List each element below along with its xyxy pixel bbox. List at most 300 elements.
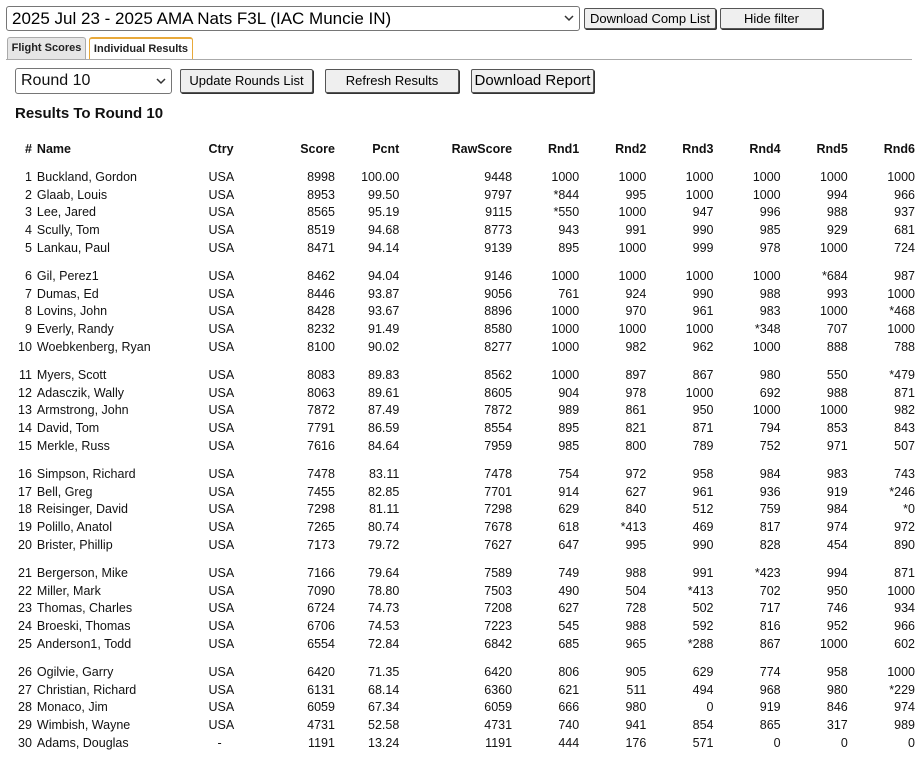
cell-round-3: 990 bbox=[692, 223, 714, 238]
cell-round-1: 1000 bbox=[551, 340, 580, 355]
cell-score: 6420 bbox=[307, 664, 335, 679]
cell-percent: 90.02 bbox=[368, 340, 400, 355]
cell-country: USA bbox=[208, 601, 235, 616]
cell-name: Anderson1, Todd bbox=[36, 637, 132, 652]
cell-name: Everly, Randy bbox=[36, 322, 114, 337]
cell-rank: 15 bbox=[18, 439, 32, 454]
cell-name: Wimbish, Wayne bbox=[36, 718, 131, 733]
cell-round-2: 988 bbox=[625, 565, 647, 580]
cell-percent: 81.11 bbox=[368, 502, 400, 517]
table-row bbox=[15, 501, 915, 519]
cell-percent: 94.68 bbox=[368, 223, 400, 238]
cell-round-5: 994 bbox=[826, 187, 848, 202]
cell-raw-score: 7627 bbox=[484, 538, 513, 553]
cell-percent: 89.83 bbox=[368, 367, 400, 382]
refresh-results-button[interactable]: Refresh Results bbox=[325, 69, 459, 93]
cell-name: Lovins, John bbox=[36, 304, 108, 319]
top-bar bbox=[6, 6, 911, 32]
column-header-round-2: Rnd2 bbox=[615, 142, 647, 156]
cell-percent: 94.14 bbox=[368, 241, 400, 256]
column-header-round-3: Rnd3 bbox=[682, 142, 714, 156]
cell-round-2: 941 bbox=[625, 718, 647, 733]
cell-country: USA bbox=[208, 700, 235, 715]
cell-rank: 24 bbox=[18, 619, 32, 634]
cell-round-5: 0 bbox=[840, 736, 848, 750]
hide-filter-button[interactable]: Hide filter bbox=[720, 8, 823, 29]
cell-percent: 91.49 bbox=[368, 322, 400, 337]
table-row bbox=[15, 734, 915, 752]
cell-score: 6554 bbox=[307, 637, 335, 652]
table-row bbox=[15, 285, 915, 303]
cell-raw-score: 8562 bbox=[484, 367, 513, 382]
cell-round-3: 512 bbox=[692, 502, 714, 517]
table-row bbox=[15, 564, 915, 582]
cell-score: 8462 bbox=[307, 268, 335, 283]
cell-name: Ogilvie, Garry bbox=[36, 664, 114, 679]
cell-round-3: 871 bbox=[692, 421, 714, 436]
cell-score: 7872 bbox=[307, 403, 335, 418]
cell-round-6: 602 bbox=[894, 637, 915, 652]
cell-round-4: 816 bbox=[759, 619, 781, 634]
cell-rank: 16 bbox=[18, 466, 32, 481]
update-rounds-list-button[interactable]: Update Rounds List bbox=[180, 69, 313, 93]
cell-round-4: 1000 bbox=[752, 169, 781, 184]
chevron-down-icon bbox=[155, 75, 167, 87]
cell-round-1: 943 bbox=[558, 223, 580, 238]
cell-score: 6059 bbox=[307, 700, 335, 715]
cell-round-4: 1000 bbox=[752, 268, 781, 283]
results-body bbox=[15, 162, 915, 752]
cell-rank: 7 bbox=[24, 286, 32, 301]
cell-score: 8100 bbox=[307, 340, 335, 355]
cell-round-2: 995 bbox=[625, 538, 647, 553]
cell-round-6: 982 bbox=[894, 403, 915, 418]
cell-round-2: 980 bbox=[625, 700, 647, 715]
cell-name: Simpson, Richard bbox=[36, 466, 136, 481]
cell-round-3: 1000 bbox=[685, 169, 714, 184]
table-row bbox=[15, 384, 915, 402]
cell-round-3: 990 bbox=[692, 286, 714, 301]
cell-raw-score: 6842 bbox=[484, 637, 513, 652]
cell-round-6: 934 bbox=[894, 601, 915, 616]
cell-score: 8428 bbox=[307, 304, 335, 319]
cell-round-4: 988 bbox=[759, 286, 781, 301]
cell-round-6: 974 bbox=[894, 700, 915, 715]
cell-name: Monaco, Jim bbox=[36, 700, 108, 715]
spacer-row bbox=[15, 554, 915, 564]
cell-round-4: 702 bbox=[759, 583, 781, 598]
cell-country: USA bbox=[208, 520, 235, 535]
cell-score: 8232 bbox=[307, 322, 335, 337]
cell-round-4: *423 bbox=[754, 565, 781, 580]
cell-round-4: 1000 bbox=[752, 187, 781, 202]
cell-round-4: 980 bbox=[759, 367, 781, 382]
cell-round-6: 989 bbox=[894, 718, 915, 733]
cell-country: USA bbox=[208, 664, 235, 679]
table-header-row bbox=[15, 136, 915, 162]
cell-round-6: *468 bbox=[889, 304, 915, 319]
cell-score: 7090 bbox=[307, 583, 335, 598]
cell-round-3: 961 bbox=[692, 484, 714, 499]
cell-round-1: 545 bbox=[558, 619, 580, 634]
cell-percent: 82.85 bbox=[368, 484, 400, 499]
cell-round-6: 871 bbox=[894, 385, 915, 400]
table-row bbox=[15, 303, 915, 321]
cell-round-4: 996 bbox=[759, 205, 781, 220]
column-header-raw-score: RawScore bbox=[451, 142, 513, 156]
column-header-round-6: Rnd6 bbox=[883, 142, 915, 156]
cell-percent: 80.74 bbox=[368, 520, 400, 535]
cell-percent: 72.84 bbox=[368, 637, 400, 652]
cell-round-5: 317 bbox=[826, 718, 848, 733]
cell-country: USA bbox=[208, 286, 235, 301]
cell-round-4: 759 bbox=[759, 502, 781, 517]
cell-percent: 87.49 bbox=[368, 403, 400, 418]
cell-name: Brister, Phillip bbox=[36, 538, 113, 553]
cell-country: USA bbox=[208, 340, 235, 355]
cell-country: USA bbox=[208, 619, 235, 634]
cell-name: Scully, Tom bbox=[36, 223, 100, 238]
cell-round-5: 1000 bbox=[819, 241, 848, 256]
cell-round-5: 974 bbox=[826, 520, 848, 535]
column-header-round-5: Rnd5 bbox=[816, 142, 848, 156]
cell-percent: 71.35 bbox=[368, 664, 400, 679]
cell-round-2: 970 bbox=[625, 304, 647, 319]
cell-round-5: *684 bbox=[822, 268, 848, 283]
cell-round-6: 0 bbox=[908, 736, 915, 750]
spacer-row bbox=[15, 356, 915, 366]
cell-round-5: 746 bbox=[826, 601, 848, 616]
cell-country: USA bbox=[208, 367, 235, 382]
cell-rank: 8 bbox=[24, 304, 32, 319]
cell-rank: 5 bbox=[24, 241, 32, 256]
cell-round-3: 469 bbox=[692, 520, 714, 535]
cell-round-4: 936 bbox=[759, 484, 781, 499]
cell-score: 8446 bbox=[307, 286, 335, 301]
cell-percent: 79.72 bbox=[368, 538, 400, 553]
chevron-down-icon bbox=[563, 12, 575, 24]
cell-score: 6131 bbox=[307, 682, 335, 697]
cell-country: USA bbox=[208, 421, 235, 436]
cell-rank: 14 bbox=[18, 421, 32, 436]
cell-round-3: 854 bbox=[692, 718, 714, 733]
cell-round-4: 752 bbox=[759, 439, 781, 454]
column-header-rank: # bbox=[24, 142, 32, 156]
cell-score: 7478 bbox=[307, 466, 335, 481]
cell-rank: 22 bbox=[18, 583, 32, 598]
tab-individual-results[interactable]: Individual Results bbox=[89, 37, 193, 59]
cell-raw-score: 8896 bbox=[484, 304, 513, 319]
cell-round-5: 454 bbox=[826, 538, 848, 553]
cell-round-1: 740 bbox=[558, 718, 580, 733]
cell-round-5: 1000 bbox=[819, 304, 848, 319]
cell-rank: 29 bbox=[18, 718, 32, 733]
column-header-name: Name bbox=[36, 142, 71, 156]
cell-round-5: 952 bbox=[826, 619, 848, 634]
cell-name: Adasczik, Wally bbox=[36, 385, 124, 400]
table-row bbox=[15, 419, 915, 437]
cell-round-2: 728 bbox=[625, 601, 647, 616]
cell-round-3: 991 bbox=[692, 565, 714, 580]
cell-round-5: 853 bbox=[826, 421, 848, 436]
cell-score: 6724 bbox=[307, 601, 335, 616]
cell-round-2: 840 bbox=[625, 502, 647, 517]
cell-name: Lee, Jared bbox=[36, 205, 96, 220]
cell-round-1: 895 bbox=[558, 241, 580, 256]
cell-round-2: 897 bbox=[625, 367, 647, 382]
cell-round-2: 1000 bbox=[618, 322, 647, 337]
cell-round-2: 995 bbox=[625, 187, 647, 202]
table-row bbox=[15, 204, 915, 222]
cell-score: 7791 bbox=[307, 421, 335, 436]
cell-raw-score: 6420 bbox=[484, 664, 513, 679]
cell-round-6: 972 bbox=[894, 520, 915, 535]
cell-round-6: 681 bbox=[894, 223, 915, 238]
table-row bbox=[15, 699, 915, 717]
cell-round-2: 1000 bbox=[618, 268, 647, 283]
cell-score: 4731 bbox=[307, 718, 335, 733]
cell-score: 7455 bbox=[307, 484, 335, 499]
cell-round-1: 490 bbox=[558, 583, 580, 598]
cell-round-3: 1000 bbox=[685, 268, 714, 283]
cell-round-4: 867 bbox=[759, 637, 781, 652]
cell-round-5: 1000 bbox=[819, 169, 848, 184]
cell-percent: 94.04 bbox=[368, 268, 400, 283]
cell-name: Miller, Mark bbox=[36, 583, 101, 598]
cell-round-4: 794 bbox=[759, 421, 781, 436]
cell-percent: 52.58 bbox=[368, 718, 400, 733]
cell-country: USA bbox=[208, 718, 235, 733]
cell-round-6: 966 bbox=[894, 619, 915, 634]
cell-name: Lankau, Paul bbox=[36, 241, 110, 256]
tab-flight-scores[interactable]: Flight Scores bbox=[7, 37, 86, 59]
cell-round-5: 707 bbox=[826, 322, 848, 337]
cell-country: USA bbox=[208, 169, 235, 184]
cell-round-5: 929 bbox=[826, 223, 848, 238]
cell-score: 1191 bbox=[308, 736, 335, 750]
cell-raw-score: 7959 bbox=[484, 439, 513, 454]
cell-round-2: 978 bbox=[625, 385, 647, 400]
cell-round-5: 888 bbox=[826, 340, 848, 355]
cell-country: USA bbox=[208, 637, 235, 652]
cell-rank: 1 bbox=[24, 169, 32, 184]
cell-round-3: 867 bbox=[692, 367, 714, 382]
table-row bbox=[15, 600, 915, 618]
cell-round-2: 1000 bbox=[618, 241, 647, 256]
cell-raw-score: 7223 bbox=[484, 619, 513, 634]
cell-score: 7616 bbox=[307, 439, 335, 454]
cell-round-5: 1000 bbox=[819, 403, 848, 418]
spacer-row bbox=[15, 653, 915, 663]
spacer-row bbox=[15, 257, 915, 267]
table-row bbox=[15, 437, 915, 455]
cell-country: USA bbox=[208, 205, 235, 220]
cell-name: Bergerson, Mike bbox=[36, 565, 128, 580]
tab-divider bbox=[6, 59, 912, 60]
cell-rank: 3 bbox=[24, 205, 32, 220]
cell-rank: 30 bbox=[18, 736, 32, 750]
cell-raw-score: 6059 bbox=[484, 700, 513, 715]
table-row bbox=[15, 582, 915, 600]
cell-raw-score: 6360 bbox=[484, 682, 513, 697]
cell-country: USA bbox=[208, 403, 235, 418]
cell-round-6: *0 bbox=[903, 502, 915, 517]
table-row bbox=[15, 320, 915, 338]
cell-round-6: 987 bbox=[894, 268, 915, 283]
cell-round-3: 629 bbox=[692, 664, 714, 679]
cell-name: Adams, Douglas bbox=[36, 736, 129, 750]
cell-round-4: 774 bbox=[759, 664, 781, 679]
cell-round-4: 692 bbox=[759, 385, 781, 400]
cell-round-3: 789 bbox=[692, 439, 714, 454]
cell-round-2: 861 bbox=[625, 403, 647, 418]
cell-round-1: 444 bbox=[558, 736, 580, 750]
cell-round-5: 1000 bbox=[819, 637, 848, 652]
cell-rank: 9 bbox=[24, 322, 32, 337]
cell-raw-score: 9056 bbox=[484, 286, 513, 301]
cell-raw-score: 1191 bbox=[485, 736, 513, 750]
cell-round-1: 1000 bbox=[551, 304, 580, 319]
cell-name: Christian, Richard bbox=[36, 682, 137, 697]
cell-round-3: 1000 bbox=[685, 385, 714, 400]
cell-percent: 13.24 bbox=[368, 736, 400, 750]
table-row bbox=[15, 483, 915, 501]
cell-percent: 89.61 bbox=[368, 385, 400, 400]
cell-percent: 95.19 bbox=[368, 205, 400, 220]
cell-round-3: *413 bbox=[687, 583, 714, 598]
cell-country: USA bbox=[208, 439, 235, 454]
cell-name: Woebkenberg, Ryan bbox=[36, 340, 151, 355]
cell-round-1: 989 bbox=[558, 403, 580, 418]
column-header-round-1: Rnd1 bbox=[547, 142, 580, 156]
cell-name: Buckland, Gordon bbox=[36, 169, 137, 184]
table-row bbox=[15, 366, 915, 384]
cell-round-3: 502 bbox=[692, 601, 714, 616]
column-header-score: Score bbox=[300, 142, 335, 156]
cell-name: Gil, Perez1 bbox=[36, 268, 99, 283]
cell-round-1: *550 bbox=[553, 205, 580, 220]
cell-raw-score: 8605 bbox=[484, 385, 513, 400]
cell-round-4: 983 bbox=[759, 304, 781, 319]
cell-round-1: 1000 bbox=[551, 268, 580, 283]
table-row bbox=[15, 663, 915, 681]
cell-percent: 93.67 bbox=[368, 304, 400, 319]
cell-round-6: 966 bbox=[894, 187, 915, 202]
cell-round-2: 965 bbox=[625, 637, 647, 652]
table-row bbox=[15, 617, 915, 635]
cell-round-3: *288 bbox=[687, 637, 714, 652]
cell-round-1: 629 bbox=[558, 502, 580, 517]
column-header-country: Ctry bbox=[208, 142, 234, 156]
cell-round-3: 962 bbox=[692, 340, 714, 355]
cell-round-5: 919 bbox=[826, 484, 848, 499]
cell-rank: 23 bbox=[18, 601, 32, 616]
cell-rank: 2 bbox=[24, 187, 32, 202]
table-row bbox=[15, 186, 915, 204]
cell-percent: 86.59 bbox=[368, 421, 400, 436]
cell-country: USA bbox=[208, 565, 235, 580]
cell-round-4: 984 bbox=[759, 466, 781, 481]
cell-round-5: 971 bbox=[826, 439, 848, 454]
cell-round-5: 994 bbox=[826, 565, 848, 580]
download-report-button[interactable]: Download Report bbox=[471, 69, 594, 93]
cell-raw-score: 7478 bbox=[484, 466, 513, 481]
cell-round-6: 890 bbox=[894, 538, 915, 553]
cell-name: David, Tom bbox=[36, 421, 100, 436]
cell-round-6: 937 bbox=[894, 205, 915, 220]
cell-rank: 19 bbox=[18, 520, 32, 535]
cell-percent: 93.87 bbox=[368, 286, 400, 301]
cell-percent: 79.64 bbox=[368, 565, 400, 580]
cell-round-2: 972 bbox=[625, 466, 647, 481]
cell-percent: 99.50 bbox=[368, 187, 400, 202]
cell-name: Merkle, Russ bbox=[36, 439, 110, 454]
cell-raw-score: 7701 bbox=[484, 484, 513, 499]
cell-rank: 20 bbox=[18, 538, 32, 553]
cell-round-2: 821 bbox=[625, 421, 647, 436]
cell-round-1: 685 bbox=[558, 637, 580, 652]
cell-country: USA bbox=[208, 268, 235, 283]
cell-round-1: 618 bbox=[558, 520, 580, 535]
cell-round-2: 1000 bbox=[618, 205, 647, 220]
cell-country: - bbox=[217, 736, 222, 750]
cell-country: USA bbox=[208, 223, 235, 238]
cell-round-6: 871 bbox=[894, 565, 915, 580]
cell-raw-score: 7589 bbox=[484, 565, 513, 580]
cell-score: 8953 bbox=[307, 187, 335, 202]
cell-raw-score: 7503 bbox=[484, 583, 513, 598]
cell-round-4: 865 bbox=[759, 718, 781, 733]
table-row bbox=[15, 716, 915, 734]
cell-score: 6706 bbox=[307, 619, 335, 634]
cell-round-4: 0 bbox=[773, 736, 781, 750]
table-row bbox=[15, 518, 915, 536]
cell-name: Broeski, Thomas bbox=[36, 619, 131, 634]
results-table bbox=[15, 136, 915, 752]
cell-round-4: 817 bbox=[759, 520, 781, 535]
cell-round-6: 1000 bbox=[887, 286, 915, 301]
table-row bbox=[15, 681, 915, 699]
cell-country: USA bbox=[208, 385, 235, 400]
cell-round-2: *413 bbox=[620, 520, 647, 535]
cell-rank: 11 bbox=[18, 367, 32, 382]
cell-name: Armstrong, John bbox=[36, 403, 129, 418]
cell-rank: 28 bbox=[18, 700, 32, 715]
table-row bbox=[15, 267, 915, 285]
cell-score: 7265 bbox=[307, 520, 335, 535]
cell-round-6: *246 bbox=[889, 484, 915, 499]
table-row bbox=[15, 635, 915, 653]
cell-rank: 4 bbox=[24, 223, 32, 238]
cell-round-1: 914 bbox=[558, 484, 580, 499]
cell-raw-score: 9139 bbox=[484, 241, 513, 256]
table-row bbox=[15, 536, 915, 554]
cell-round-1: 621 bbox=[558, 682, 580, 697]
cell-round-5: 983 bbox=[826, 466, 848, 481]
cell-country: USA bbox=[208, 502, 235, 517]
download-comp-list-button[interactable]: Download Comp List bbox=[584, 8, 716, 29]
competition-select[interactable] bbox=[6, 6, 580, 31]
spacer-row bbox=[15, 455, 915, 465]
cell-score: 7166 bbox=[307, 565, 335, 580]
cell-round-2: 627 bbox=[625, 484, 647, 499]
cell-percent: 67.34 bbox=[368, 700, 400, 715]
cell-raw-score: 8580 bbox=[484, 322, 513, 337]
cell-round-3: 999 bbox=[692, 241, 714, 256]
round-select[interactable] bbox=[15, 68, 172, 94]
cell-round-4: 919 bbox=[759, 700, 781, 715]
cell-round-3: 592 bbox=[692, 619, 714, 634]
